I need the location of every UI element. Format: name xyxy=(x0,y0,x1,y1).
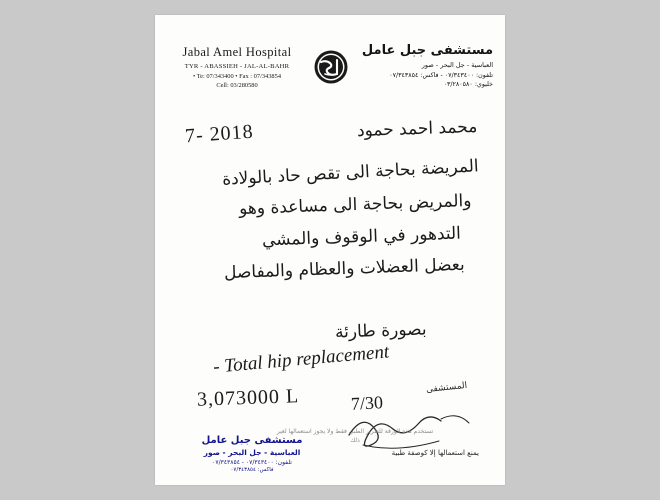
letterhead-arabic xyxy=(361,43,493,88)
handwritten-line-1: المريضة بحاجة الى تقص حاد بالولادة xyxy=(221,156,480,190)
handwritten-patient-name: محمد احمد حمود xyxy=(356,116,478,142)
hospital-address-arabic: العباسية - جل البحر - صور xyxy=(421,61,493,69)
scanned-document-page xyxy=(155,15,505,485)
stamp-address: العباسية - جل البحر - صور xyxy=(203,448,301,457)
hospital-cell-english: Cell: 03/280580 xyxy=(216,82,258,89)
stamp-fax: فاكس: ٠٧/٣٤٣٨٥٤ xyxy=(230,467,274,473)
letterhead-english xyxy=(169,45,305,89)
hospital-phone-arabic: تلفون: ٠٧/٣٤٣٤٠٠ - فاكس: ٠٧/٣٤٣٨٥٤ xyxy=(389,71,493,79)
gray-stamp-text: تستخدم هذه الورقة للتقرير الطبي فقط ولا يجوز استعمالها لغير ذلك xyxy=(276,428,434,444)
handwritten-english-note: - Total hip replacement xyxy=(212,341,390,378)
handwritten-line-2: والمريض بحاجة الى مساعدة وهو xyxy=(238,190,472,220)
hospital-monogram-logo-icon xyxy=(313,49,349,85)
blue-hospital-stamp xyxy=(177,435,327,473)
handwritten-line-4: بعضل العضلات والعظام والمفاصل xyxy=(223,254,466,284)
hospital-cell-arabic: خليوي: ٠٣/٢٨٠٥٨٠ xyxy=(443,81,493,88)
letterhead xyxy=(155,45,505,117)
footer-usage-note: يمنع استعمالها إلا كوصفة طبية xyxy=(391,449,479,457)
handwritten-line-5: بصورة طارئة xyxy=(335,319,428,343)
hospital-address-english: TYR - ABASSIEH - JAL-AL-BAHR xyxy=(184,63,290,70)
handwritten-signature-label: المستشفى xyxy=(425,380,468,396)
hospital-phones-english: • Te: 07/343400 • Fax : 07/343854 xyxy=(192,72,282,80)
stamp-phone: تلفون: ٠٧/٣٤٣٤٠٠ - ٠٧/٣٤٣٨٥٤ xyxy=(212,459,292,466)
handwritten-date: 7- 2018 xyxy=(184,120,255,148)
hospital-name-arabic: مستشفى جبل عامل xyxy=(361,43,493,58)
stamp-hospital-name: مستشفى جبل عامل xyxy=(201,435,303,446)
handwritten-amount: 3,073000 L xyxy=(196,385,300,411)
handwritten-line-3: التدهور في الوقوف والمشي xyxy=(261,223,462,251)
handwritten-amount-secondary: 7/30 xyxy=(350,392,384,414)
hospital-name-english: Jabal Amel Hospital xyxy=(182,45,292,59)
